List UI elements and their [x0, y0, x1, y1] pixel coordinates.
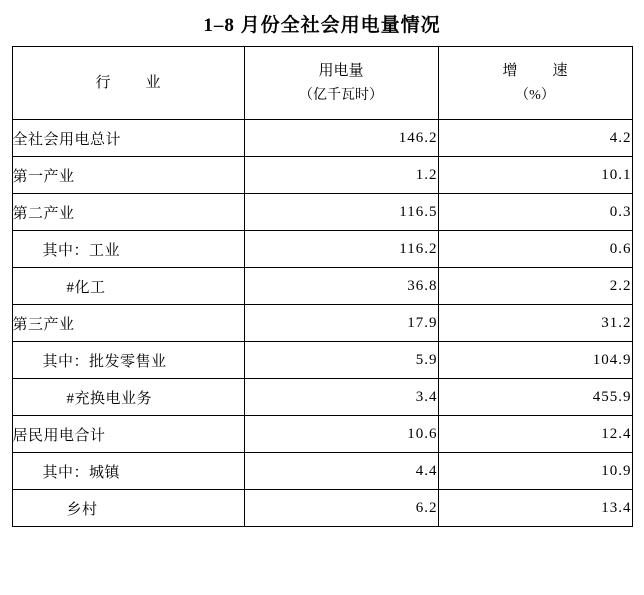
row-growth-value: 2.2: [438, 268, 632, 305]
row-label: 其中：批发零售业: [12, 342, 244, 379]
table-body: [12, 120, 632, 527]
table-header: [12, 47, 632, 120]
row-label: #充换电业务: [12, 379, 244, 416]
row-consumption-value: 5.9: [244, 342, 438, 379]
row-label: #化工: [12, 268, 244, 305]
table-row: [12, 305, 632, 342]
table-row: [12, 453, 632, 490]
header-row: [12, 47, 632, 120]
row-consumption-value: 116.2: [244, 231, 438, 268]
table-row: [12, 120, 632, 157]
table-row: [12, 268, 632, 305]
row-growth-value: 31.2: [438, 305, 632, 342]
table-row: [12, 231, 632, 268]
table-row: [12, 194, 632, 231]
row-label: 乡村: [12, 490, 244, 527]
row-consumption-value: 10.6: [244, 416, 438, 453]
header-growth-line2: （%）: [515, 87, 555, 103]
row-label: 第三产业: [12, 305, 244, 342]
row-growth-value: 0.3: [438, 194, 632, 231]
header-growth: [438, 47, 632, 120]
header-consumption-line2: （亿千瓦时）: [299, 87, 383, 103]
row-growth-value: 104.9: [438, 342, 632, 379]
row-consumption-value: 17.9: [244, 305, 438, 342]
header-growth-line1: 增 速: [502, 62, 578, 79]
header-industry: [12, 47, 244, 120]
table-row: [12, 157, 632, 194]
row-consumption-value: 3.4: [244, 379, 438, 416]
row-label: 第一产业: [12, 157, 244, 194]
row-label: 第二产业: [12, 194, 244, 231]
row-label: 全社会用电总计: [12, 120, 244, 157]
row-growth-value: 0.6: [438, 231, 632, 268]
header-consumption: [244, 47, 438, 120]
row-growth-value: 455.9: [438, 379, 632, 416]
row-consumption-value: 4.4: [244, 453, 438, 490]
row-growth-value: 10.1: [438, 157, 632, 194]
row-growth-value: 4.2: [438, 120, 632, 157]
page-title: 1–8 月份全社会用电量情况: [203, 15, 441, 36]
electricity-consumption-table: [12, 46, 633, 527]
row-consumption-value: 6.2: [244, 490, 438, 527]
row-consumption-value: 36.8: [244, 268, 438, 305]
row-growth-value: 13.4: [438, 490, 632, 527]
row-growth-value: 12.4: [438, 416, 632, 453]
row-label: 居民用电合计: [12, 416, 244, 453]
table-row: [12, 490, 632, 527]
row-consumption-value: 146.2: [244, 120, 438, 157]
header-consumption-line1: 用电量: [318, 62, 364, 79]
table-row: [12, 379, 632, 416]
row-label: 其中：工业: [12, 231, 244, 268]
row-consumption-value: 1.2: [244, 157, 438, 194]
header-industry-label: 行 业: [95, 74, 171, 91]
row-growth-value: 10.9: [438, 453, 632, 490]
row-consumption-value: 116.5: [244, 194, 438, 231]
table-row: [12, 416, 632, 453]
row-label: 其中：城镇: [12, 453, 244, 490]
table-row: [12, 342, 632, 379]
